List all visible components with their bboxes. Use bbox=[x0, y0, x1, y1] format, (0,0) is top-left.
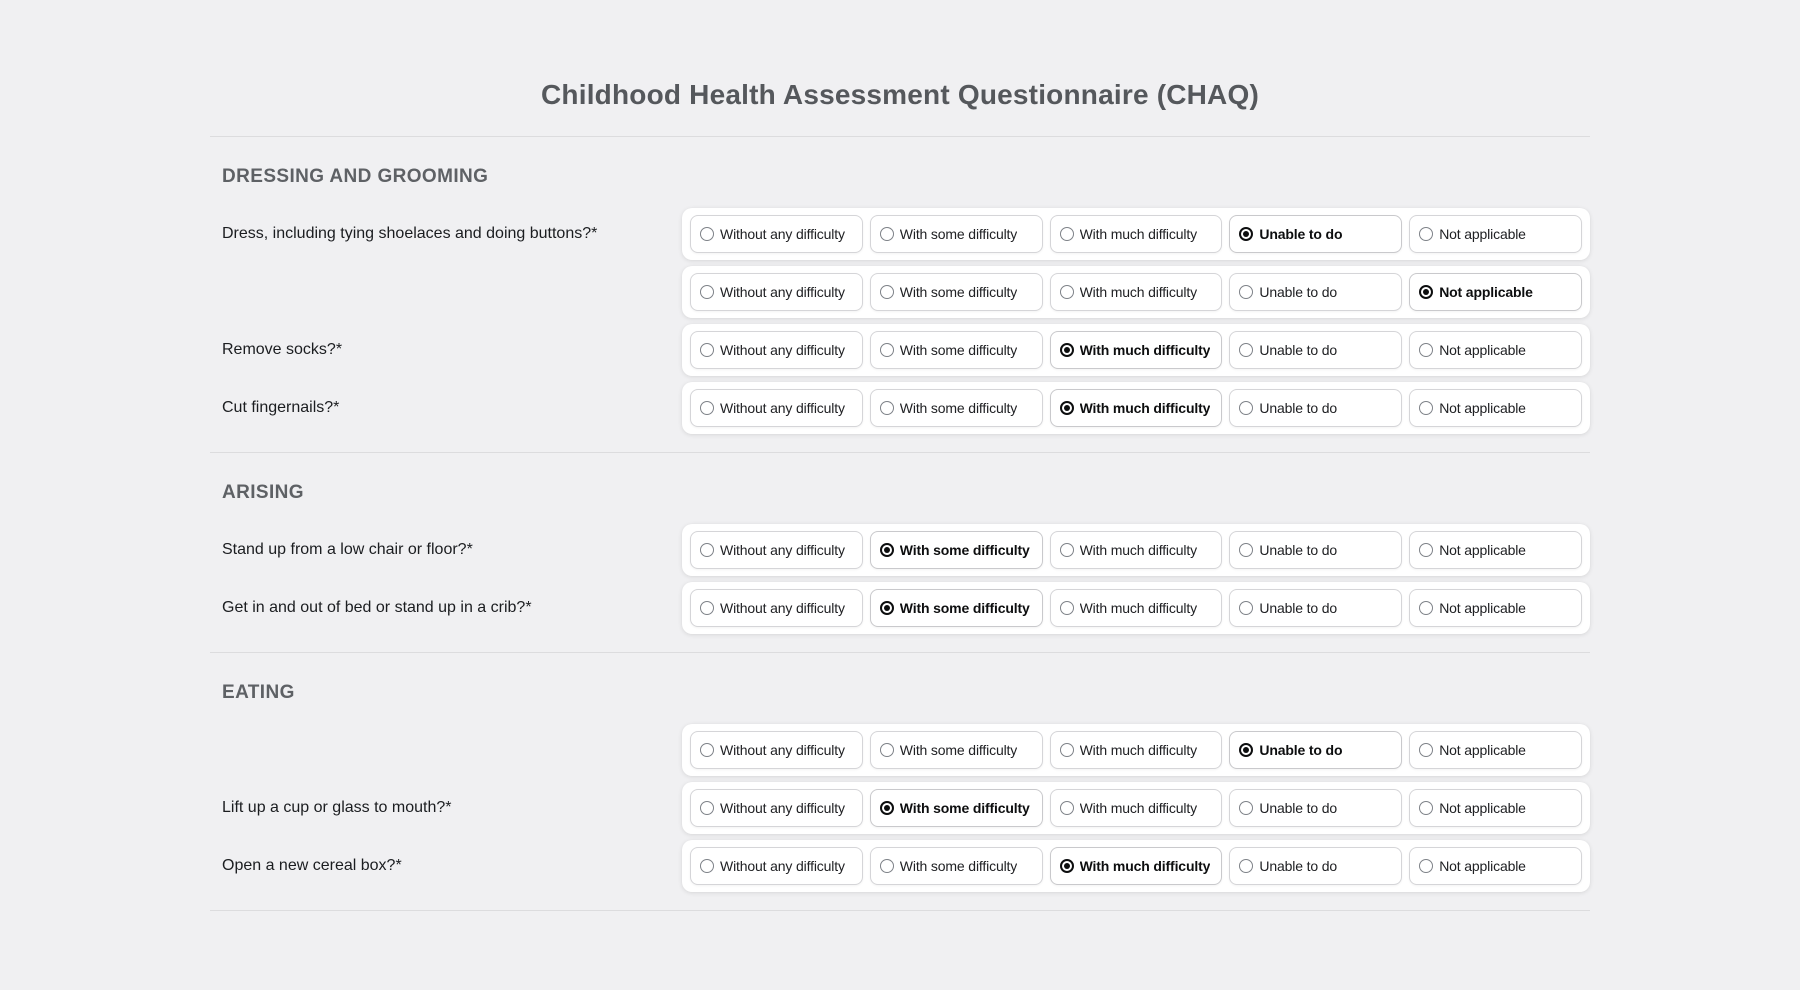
radio-option-label: Unable to do bbox=[1259, 342, 1337, 358]
radio-option-with-much-difficulty[interactable] bbox=[1050, 847, 1223, 885]
section-title: ARISING bbox=[222, 482, 304, 503]
radio-option-label: With some difficulty bbox=[899, 600, 1030, 616]
radio-option-label: With some difficulty bbox=[899, 542, 1030, 558]
radio-icon bbox=[700, 343, 714, 357]
radio-icon bbox=[700, 543, 714, 557]
radio-icon bbox=[1419, 227, 1433, 241]
radio-icon bbox=[1239, 343, 1253, 357]
section-title: DRESSING AND GROOMING bbox=[222, 166, 489, 187]
question-label: Get in and out of bed or stand up in a crib?* bbox=[222, 599, 532, 616]
options-group bbox=[682, 782, 1590, 834]
question-row bbox=[210, 208, 1590, 260]
radio-option-with-some-difficulty[interactable] bbox=[870, 531, 1043, 569]
radio-icon bbox=[1239, 601, 1253, 615]
radio-option-unable-to-do[interactable] bbox=[1229, 389, 1402, 427]
radio-option-without-any-difficulty[interactable] bbox=[690, 589, 863, 627]
radio-icon bbox=[1239, 285, 1253, 299]
chaq-form-page bbox=[210, 0, 1590, 911]
section-arising bbox=[210, 452, 1590, 652]
radio-option-label: With some difficulty bbox=[899, 742, 1018, 758]
radio-option-label: Unable to do bbox=[1259, 600, 1337, 616]
radio-icon bbox=[1419, 543, 1433, 557]
radio-icon bbox=[700, 227, 714, 241]
radio-option-not-applicable[interactable] bbox=[1409, 789, 1582, 827]
radio-option-label: With some difficulty bbox=[899, 284, 1018, 300]
radio-icon bbox=[1419, 859, 1433, 873]
radio-option-unable-to-do[interactable] bbox=[1229, 589, 1402, 627]
radio-option-label: Not applicable bbox=[1439, 400, 1526, 416]
options-group bbox=[682, 724, 1590, 776]
radio-option-with-some-difficulty[interactable] bbox=[870, 789, 1043, 827]
radio-option-not-applicable[interactable] bbox=[1409, 731, 1582, 769]
radio-option-label: With some difficulty bbox=[899, 858, 1018, 874]
options-group bbox=[682, 524, 1590, 576]
radio-selected-icon bbox=[1239, 743, 1253, 757]
radio-icon bbox=[1419, 343, 1433, 357]
radio-option-label: Not applicable bbox=[1439, 284, 1533, 300]
radio-option-label: With much difficulty bbox=[1079, 800, 1197, 816]
radio-option-with-much-difficulty[interactable] bbox=[1050, 731, 1223, 769]
question-label: Cut fingernails?* bbox=[222, 399, 340, 416]
radio-icon bbox=[700, 601, 714, 615]
radio-icon bbox=[1060, 801, 1074, 815]
radio-option-with-much-difficulty[interactable] bbox=[1050, 273, 1223, 311]
radio-selected-icon bbox=[1239, 227, 1253, 241]
radio-option-not-applicable[interactable] bbox=[1409, 847, 1582, 885]
radio-icon bbox=[1239, 401, 1253, 415]
radio-icon bbox=[880, 743, 894, 757]
radio-option-without-any-difficulty[interactable] bbox=[690, 273, 863, 311]
radio-selected-icon bbox=[1060, 401, 1074, 415]
options-group bbox=[682, 582, 1590, 634]
radio-icon bbox=[880, 227, 894, 241]
radio-option-with-much-difficulty[interactable] bbox=[1050, 531, 1223, 569]
radio-option-label: With much difficulty bbox=[1079, 226, 1197, 242]
radio-option-label: Not applicable bbox=[1439, 800, 1526, 816]
question-row bbox=[210, 266, 1590, 318]
question-label: Lift up a cup or glass to mouth?* bbox=[222, 799, 452, 816]
radio-option-label: With much difficulty bbox=[1079, 742, 1197, 758]
question-row bbox=[210, 782, 1590, 834]
radio-option-unable-to-do[interactable] bbox=[1229, 273, 1402, 311]
radio-option-not-applicable[interactable] bbox=[1409, 215, 1582, 253]
question-row bbox=[210, 582, 1590, 634]
radio-option-label: Not applicable bbox=[1439, 742, 1526, 758]
radio-option-with-much-difficulty[interactable] bbox=[1050, 789, 1223, 827]
question-label: Remove socks?* bbox=[222, 341, 343, 358]
question-row bbox=[210, 724, 1590, 776]
radio-option-with-some-difficulty[interactable] bbox=[870, 273, 1043, 311]
radio-option-label: With much difficulty bbox=[1079, 542, 1197, 558]
radio-option-unable-to-do[interactable] bbox=[1229, 847, 1402, 885]
radio-option-without-any-difficulty[interactable] bbox=[690, 847, 863, 885]
radio-option-label: Without any difficulty bbox=[720, 742, 845, 758]
radio-option-without-any-difficulty[interactable] bbox=[690, 731, 863, 769]
radio-option-unable-to-do[interactable] bbox=[1229, 731, 1402, 769]
radio-icon bbox=[1419, 601, 1433, 615]
radio-icon bbox=[1419, 801, 1433, 815]
radio-option-with-some-difficulty[interactable] bbox=[870, 215, 1043, 253]
radio-icon bbox=[1060, 285, 1074, 299]
radio-option-label: Without any difficulty bbox=[720, 800, 845, 816]
question-row bbox=[210, 382, 1590, 434]
options-group bbox=[682, 324, 1590, 376]
radio-option-label: Unable to do bbox=[1259, 226, 1343, 242]
radio-option-label: Not applicable bbox=[1439, 342, 1526, 358]
radio-option-not-applicable[interactable] bbox=[1409, 273, 1582, 311]
radio-icon bbox=[880, 343, 894, 357]
radio-option-not-applicable[interactable] bbox=[1409, 331, 1582, 369]
radio-selected-icon bbox=[880, 543, 894, 557]
radio-option-label: Without any difficulty bbox=[720, 226, 845, 242]
radio-option-with-some-difficulty[interactable] bbox=[870, 331, 1043, 369]
section-title: EATING bbox=[222, 682, 295, 703]
radio-option-unable-to-do[interactable] bbox=[1229, 331, 1402, 369]
radio-selected-icon bbox=[1419, 285, 1433, 299]
question-row bbox=[210, 524, 1590, 576]
radio-option-label: With much difficulty bbox=[1079, 858, 1211, 874]
radio-option-label: Not applicable bbox=[1439, 226, 1526, 242]
radio-icon bbox=[1060, 543, 1074, 557]
options-group bbox=[682, 266, 1590, 318]
radio-selected-icon bbox=[1060, 343, 1074, 357]
radio-selected-icon bbox=[880, 601, 894, 615]
options-group bbox=[682, 840, 1590, 892]
radio-option-with-much-difficulty[interactable] bbox=[1050, 589, 1223, 627]
radio-option-label: With much difficulty bbox=[1079, 342, 1211, 358]
radio-icon bbox=[1060, 601, 1074, 615]
radio-icon bbox=[1419, 743, 1433, 757]
radio-option-label: Not applicable bbox=[1439, 858, 1526, 874]
radio-option-label: Without any difficulty bbox=[720, 542, 845, 558]
section-dressing-and-grooming bbox=[210, 136, 1590, 452]
radio-icon bbox=[1060, 227, 1074, 241]
question-row bbox=[210, 840, 1590, 892]
page-title: Childhood Health Assessment Questionnaire (CHAQ) bbox=[541, 79, 1259, 110]
radio-icon bbox=[700, 859, 714, 873]
radio-option-label: With some difficulty bbox=[899, 800, 1030, 816]
radio-option-label: Unable to do bbox=[1259, 800, 1337, 816]
radio-selected-icon bbox=[880, 801, 894, 815]
radio-icon bbox=[1060, 743, 1074, 757]
radio-option-with-much-difficulty[interactable] bbox=[1050, 215, 1223, 253]
radio-option-with-some-difficulty[interactable] bbox=[870, 847, 1043, 885]
radio-option-label: With some difficulty bbox=[899, 400, 1018, 416]
radio-icon bbox=[1239, 859, 1253, 873]
radio-option-label: Not applicable bbox=[1439, 600, 1526, 616]
radio-option-label: Without any difficulty bbox=[720, 342, 845, 358]
radio-icon bbox=[880, 401, 894, 415]
radio-option-label: With some difficulty bbox=[899, 226, 1018, 242]
question-row bbox=[210, 324, 1590, 376]
radio-option-without-any-difficulty[interactable] bbox=[690, 215, 863, 253]
radio-option-with-some-difficulty[interactable] bbox=[870, 389, 1043, 427]
question-label: Stand up from a low chair or floor?* bbox=[222, 541, 473, 558]
radio-option-without-any-difficulty[interactable] bbox=[690, 789, 863, 827]
radio-option-not-applicable[interactable] bbox=[1409, 531, 1582, 569]
radio-option-label: With much difficulty bbox=[1079, 600, 1197, 616]
radio-option-label: Unable to do bbox=[1259, 284, 1337, 300]
radio-option-label: Without any difficulty bbox=[720, 400, 845, 416]
form-sections bbox=[210, 136, 1590, 911]
radio-option-label: Not applicable bbox=[1439, 542, 1526, 558]
radio-icon bbox=[700, 285, 714, 299]
radio-option-without-any-difficulty[interactable] bbox=[690, 389, 863, 427]
radio-option-with-much-difficulty[interactable] bbox=[1050, 389, 1223, 427]
radio-option-without-any-difficulty[interactable] bbox=[690, 331, 863, 369]
radio-option-unable-to-do[interactable] bbox=[1229, 215, 1402, 253]
radio-option-with-some-difficulty[interactable] bbox=[870, 589, 1043, 627]
options-group bbox=[682, 382, 1590, 434]
radio-option-without-any-difficulty[interactable] bbox=[690, 531, 863, 569]
radio-icon bbox=[880, 859, 894, 873]
radio-icon bbox=[1239, 801, 1253, 815]
radio-icon bbox=[700, 801, 714, 815]
radio-icon bbox=[880, 285, 894, 299]
radio-option-not-applicable[interactable] bbox=[1409, 589, 1582, 627]
radio-selected-icon bbox=[1060, 859, 1074, 873]
radio-option-label: Unable to do bbox=[1259, 542, 1337, 558]
radio-option-label: With much difficulty bbox=[1079, 284, 1197, 300]
section-eating bbox=[210, 652, 1590, 910]
radio-option-label: Unable to do bbox=[1259, 400, 1337, 416]
radio-option-label: With much difficulty bbox=[1079, 400, 1211, 416]
radio-option-label: Without any difficulty bbox=[720, 284, 845, 300]
radio-icon bbox=[700, 401, 714, 415]
radio-option-unable-to-do[interactable] bbox=[1229, 531, 1402, 569]
radio-icon bbox=[700, 743, 714, 757]
radio-option-label: With some difficulty bbox=[899, 342, 1018, 358]
radio-option-label: Without any difficulty bbox=[720, 858, 845, 874]
radio-option-with-much-difficulty[interactable] bbox=[1050, 331, 1223, 369]
radio-option-label: Unable to do bbox=[1259, 858, 1337, 874]
question-label: Open a new cereal box?* bbox=[222, 857, 402, 874]
radio-icon bbox=[1239, 543, 1253, 557]
radio-option-with-some-difficulty[interactable] bbox=[870, 731, 1043, 769]
radio-option-unable-to-do[interactable] bbox=[1229, 789, 1402, 827]
radio-option-label: Without any difficulty bbox=[720, 600, 845, 616]
radio-option-label: Unable to do bbox=[1259, 742, 1343, 758]
radio-icon bbox=[1419, 401, 1433, 415]
radio-option-not-applicable[interactable] bbox=[1409, 389, 1582, 427]
options-group bbox=[682, 208, 1590, 260]
question-label: Dress, including tying shoelaces and doing buttons?* bbox=[222, 225, 598, 242]
